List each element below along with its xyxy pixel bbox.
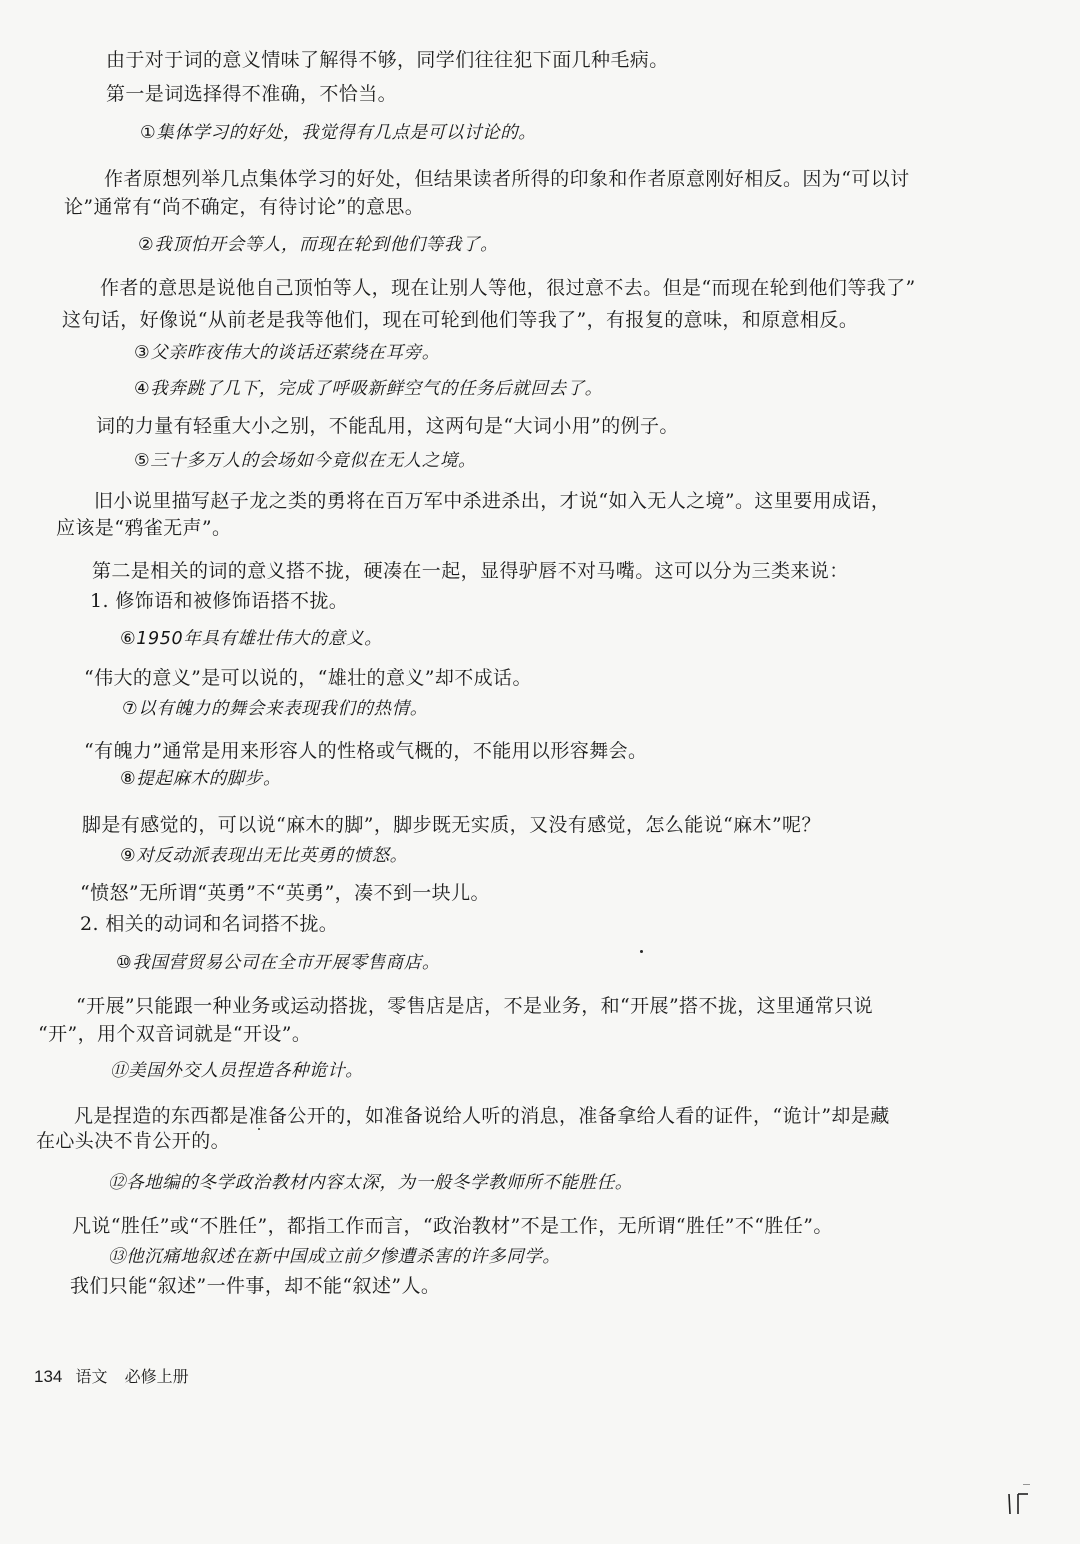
example-sentence: ②我顶怕开会等人，而现在轮到他们等我了。 — [138, 235, 499, 255]
example-sentence: ①集体学习的好处，我觉得有几点是可以讨论的。 — [140, 123, 537, 143]
example-sentence: ⑧提起麻木的脚步。 — [120, 769, 282, 789]
text-line: 这句话，好像说“从前老是我等他们，现在可轮到他们等我了”，有报复的意味，和原意相反。 — [62, 309, 859, 331]
text-line: 脚是有感觉的，可以说“麻木的脚”，脚步既无实质，又没有感觉，怎么能说“麻木”呢？ — [82, 814, 821, 836]
scan-speck — [640, 950, 643, 953]
text-line: 第一是词选择得不准确，不恰当。 — [106, 83, 398, 105]
example-sentence: ⑫各地编的冬学政治教材内容太深，为一般冬学教师所不能胜任。 — [108, 1173, 633, 1193]
text-line: 我们只能“叙述”一件事，却不能“叙述”人。 — [70, 1275, 441, 1297]
example-sentence: ⑪美国外交人员捏造各种诡计。 — [110, 1061, 364, 1081]
text-line: “愤怒”无所谓“英勇”不“英勇”，凑不到一块儿。 — [80, 882, 490, 904]
page-number: 134 — [34, 1367, 63, 1386]
text-line: 凡是捏造的东西都是准备公开的，如准备说给人听的消息，准备拿给人看的证件，“诡计”却是藏 — [74, 1105, 890, 1127]
example-sentence: ⑨对反动派表现出无比英勇的愤怒。 — [120, 846, 408, 866]
text-line: 1. 修饰语和被修饰语搭不拢。 — [90, 590, 349, 612]
example-sentence: ⑩我国营贸易公司在全市开展零售商店。 — [116, 953, 440, 973]
example-sentence: ⑥1950年具有雄壮伟大的意义。 — [120, 629, 383, 649]
text-line: 第二是相关的词的意义搭不拢，硬凑在一起，显得驴唇不对马嘴。这可以分为三类来说： — [92, 560, 849, 582]
example-sentence: ⑬他沉痛地叙述在新中国成立前夕惨遭杀害的许多同学。 — [108, 1247, 561, 1267]
text-line: “开展”只能跟一种业务或运动搭拢，零售店是店，不是业务，和“开展”搭不拢，这里通常只说 — [76, 995, 874, 1017]
text-line: 应该是“鸦雀无声”。 — [56, 517, 232, 539]
scan-speck — [258, 1128, 260, 1130]
footer-volume: 必修上册 — [124, 1367, 189, 1386]
example-sentence: ④我奔跳了几下，完成了呼吸新鲜空气的任务后就回去了。 — [134, 379, 603, 399]
example-sentence: ⑦以有魄力的舞会来表现我们的热情。 — [122, 699, 428, 719]
example-sentence: ③父亲昨夜伟大的谈话还萦绕在耳旁。 — [134, 343, 440, 363]
text-line: 旧小说里描写赵子龙之类的勇将在百万军中杀进杀出，才说“如入无人之境”。这里要用成语， — [94, 490, 891, 512]
text-line: 词的力量有轻重大小之别，不能乱用，这两句是“大词小用”的例子。 — [96, 415, 679, 437]
text-line: 由于对于词的意义情味了解得不够，同学们往往犯下面几种毛病。 — [106, 49, 669, 71]
text-line: “伟大的意义”是可以说的，“雄壮的意义”却不成话。 — [84, 667, 532, 689]
text-line: 作者的意思是说他自己顶怕等人，现在让别人等他，很过意不去。但是“而现在轮到他们等我了” — [100, 277, 916, 299]
text-line: 2. 相关的动词和名词搭不拢。 — [80, 913, 339, 935]
footer-subject: 语文 — [75, 1367, 108, 1386]
text-line: “开”，用个双音词就是“开设”。 — [38, 1023, 312, 1045]
page-footer — [34, 1364, 189, 1387]
text-line: 论”通常有“尚不确定，有待讨论”的意思。 — [64, 196, 425, 218]
scan-edge-mark — [1006, 1484, 1032, 1514]
text-line: 作者原想列举几点集体学习的好处，但结果读者所得的印象和作者原意刚好相反。因为“可以讨 — [104, 168, 910, 190]
text-line: “有魄力”通常是用来形容人的性格或气概的，不能用以形容舞会。 — [84, 740, 648, 762]
text-line: 在心头决不肯公开的。 — [36, 1130, 231, 1152]
text-line: 凡说“胜任”或“不胜任”，都指工作而言，“政治教材”不是工作，无所谓“胜任”不“胜任”。 — [72, 1215, 833, 1237]
example-sentence: ⑤三十多万人的会场如今竟似在无人之境。 — [134, 451, 477, 471]
